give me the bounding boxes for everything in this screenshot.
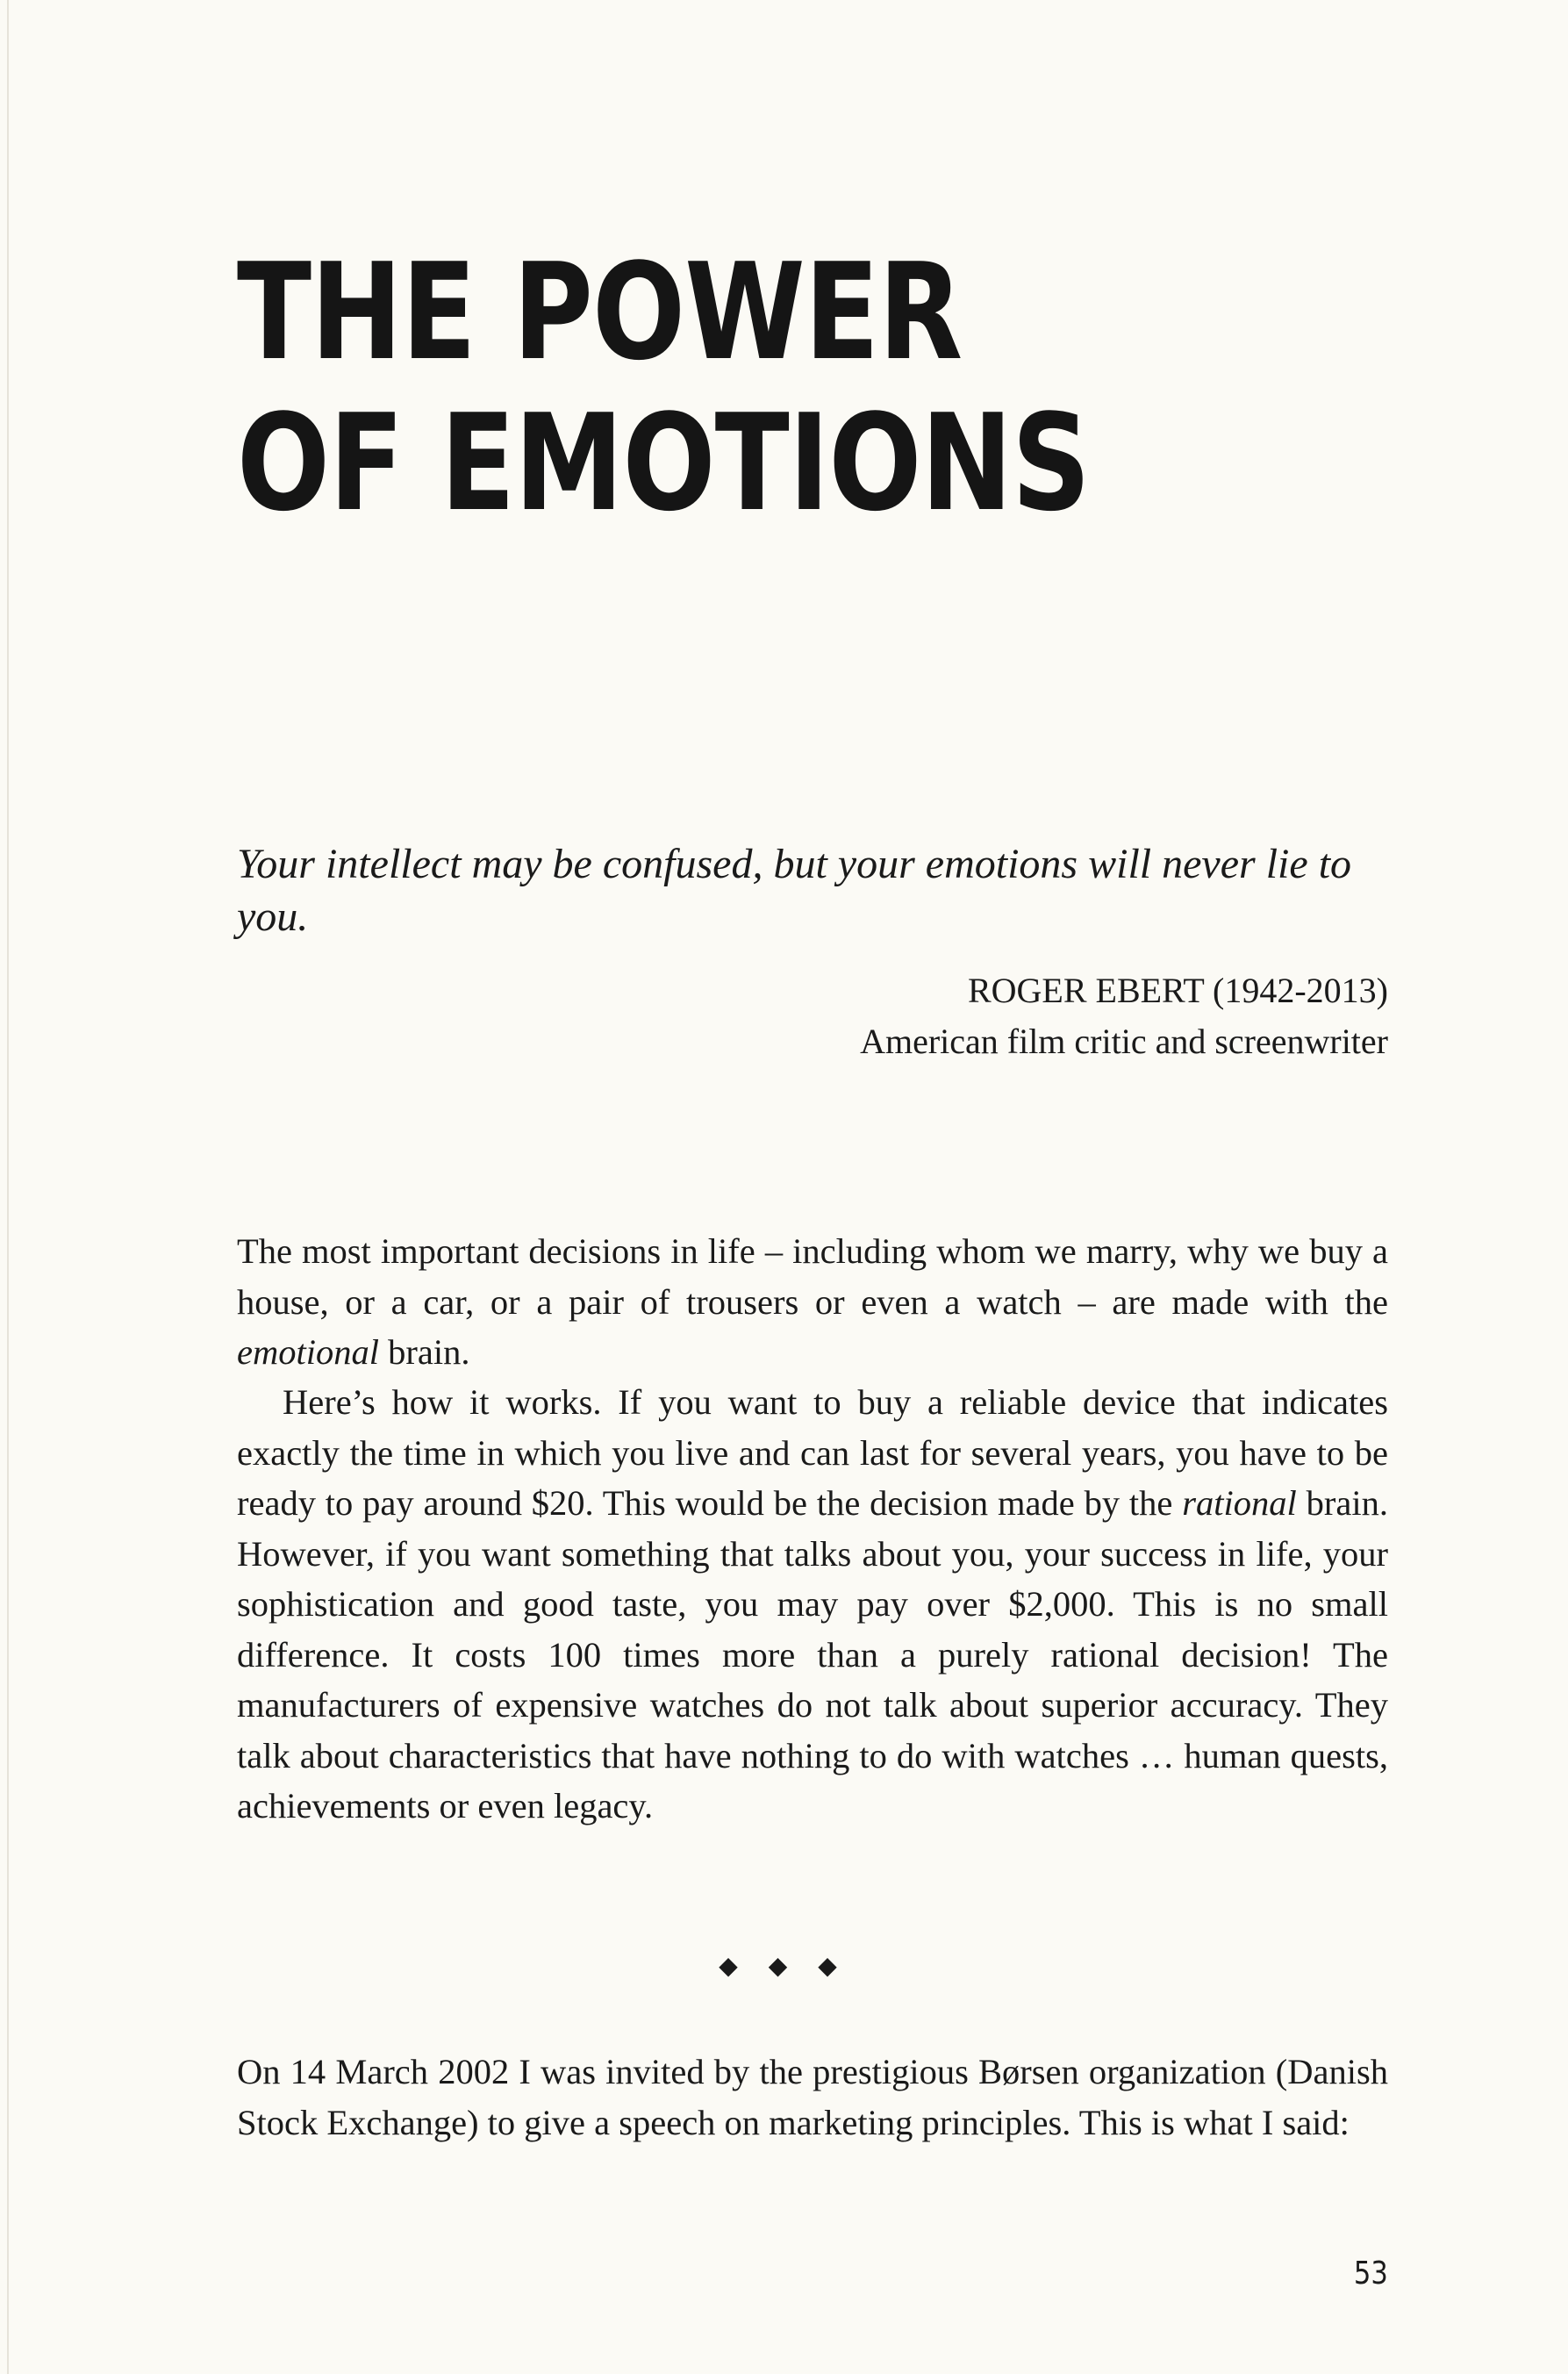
paragraph-2-text-a: Here’s how it works. If you want to buy a reliable device that indicates exactly the time in which you live and can last for several years, you have to be ready to pay around $20. This would be the decision made by the	[237, 1382, 1388, 1523]
epigraph-author-role: American film critic and screenwriter	[860, 1022, 1388, 1061]
epigraph-quote: Your intellect may be confused, but your emotions will never lie to you.	[237, 841, 1352, 940]
body-paragraph-3: On 14 March 2002 I was invited by the prestigious Børsen organization (Danish Stock Exchange) to give a speech on marketing principles. This is what I said:	[237, 2052, 1388, 2142]
paragraph-1-text-b: brain.	[378, 1332, 470, 1372]
epigraph-author: ROGER EBERT (1942-2013)	[967, 971, 1388, 1010]
body-paragraph-1	[237, 1226, 1388, 1378]
paragraph-1-text-a: The most important decisions in life – including whom we marry, why we buy a house, or a car, or a pair of trousers or even a watch – are made with the	[237, 1231, 1388, 1322]
epigraph-attribution	[860, 965, 1388, 1067]
paragraph-2-text-b: brain. However, if you want something that talks about you, your success in life, your sophistication and good taste, you may pay over $2,000. This is no small difference. It costs 100 times more than a purely rational decision! The manufacturers of expensive watches do not talk about superior accuracy. They talk about characteristics that have nothing to do with watches … human quests, achievements or even legacy.	[237, 1483, 1388, 1825]
body-paragraph-2	[237, 1377, 1388, 1832]
chapter-title-line-1: THE POWER	[237, 234, 963, 390]
chapter-title	[237, 234, 1091, 541]
section-separator-ornament: ◆ ◆ ◆	[719, 1953, 849, 1980]
page-number: 53	[1354, 2256, 1388, 2292]
chapter-title-line-2: OF EMOTIONS	[237, 385, 1091, 541]
paragraph-2-emphasis: rational	[1182, 1483, 1297, 1523]
page-edge	[7, 0, 9, 2374]
paragraph-1-emphasis: emotional	[237, 1332, 379, 1372]
